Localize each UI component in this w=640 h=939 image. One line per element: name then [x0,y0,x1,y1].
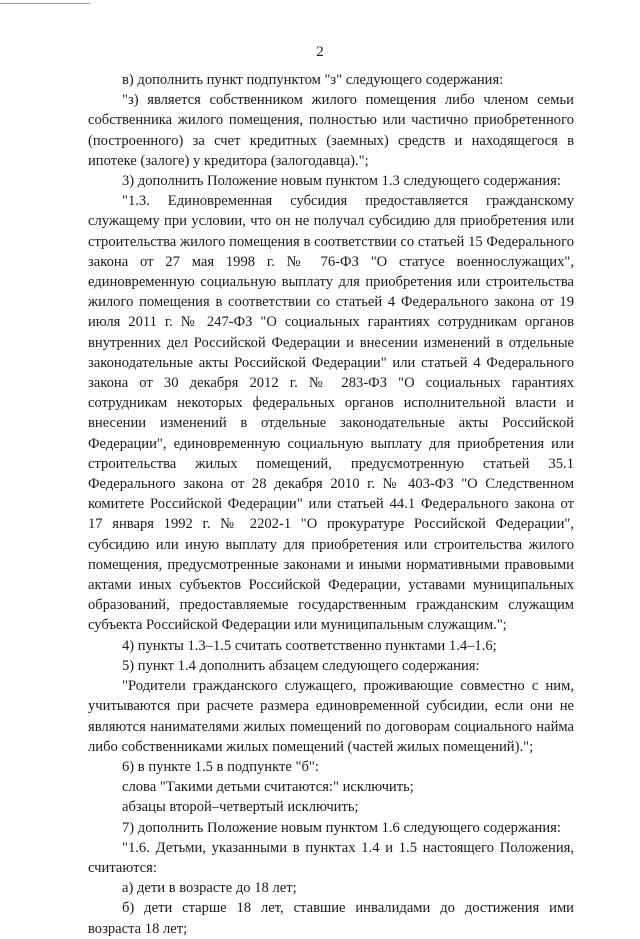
top-rule [0,3,90,4]
paragraph: "1.6. Детьми, указанными в пунктах 1.4 и 1.5 настоящего Положения, считаются: [88,839,574,876]
paragraph: "1.3. Единовременная субсидия предоставляется гражданскому служащему при условии, что он не получал субсидию для приобретения или строительства жилого помещения в соответствии со статьей 15 Федерального закона от 27 мая 1998 г. № 76-ФЗ "О статусе военнослужащих", единовременную социальную выплату для приобретения или строительства жилого помещения в соответствии со статьей 4 Федерального закона от 19 июля 2011 г. № 247-ФЗ "О социальных гарантиях сотрудникам органов внутренних дел Российской Федерации и внесении изменений в отдельные законодательные акты Российской Федерации" или статьей 4 Федерального закона от 30 декабря 2012 г. № 283-ФЗ "О социальных гарантиях сотрудникам некоторых федеральных органов исполнительной власти и внесении изменений в отдельные законодательные акты Российской Федерации", единовременную социальную выплату для приобретения или строительства жилых помещений, предусмотренную статьей 35.1 Федерального закона от 28 декабря 2010 г. № 403-ФЗ "О Следственном комитете Российской Федерации" или статьей 44.1 Федерального закона от 17 января 1992 г. № 2202-1 "О прокуратуре Российской Федерации", субсидию или иную выплату для приобретения или строительства жилого помещения, предусмотренные законами и иными нормативными правовыми актами иных субъектов Российской Федерации, уставами муниципальных образований, предоставляемые государственным гражданским служащим субъекта Российской Федерации или муниципальным служащим."; [88,193,574,634]
paragraph: 7) дополнить Положение новым пунктом 1.6 следующего содержания: [122,819,561,836]
paragraph: слова "Такими детьми считаются:" исключить; [122,779,414,796]
paragraph: 3) дополнить Положение новым пунктом 1.3 следующего содержания: [122,173,561,190]
paragraph: абзацы второй–четвертый исключить; [122,799,359,816]
paragraph: "з) является собственником жилого помещения либо членом семьи собственника жилого помещения, полностью или частично приобретенного (построенного) за счет кредитных (заемных) средств и находящегося в ипотеке (залоге) у кредитора (залогодавца)."; [88,92,574,169]
page-number: 2 [316,44,324,60]
paragraph: 5) пункт 1.4 дополнить абзацем следующего содержания: [122,657,480,674]
paragraph: 4) пункты 1.3–1.5 считать соответственно пунктами 1.4–1.6; [122,637,497,654]
document-body [88,70,574,939]
paragraph: в) дополнить пункт подпунктом "з" следующего содержания: [122,72,504,88]
paragraph: "Родители гражданского служащего, проживающие совместно с ним, учитываются при расчете размера единовременной субсидии, если они не являются нанимателями жилых помещений по договорам социального найма либо собственниками жилых помещений (частей жилых помещений)."; [88,678,574,755]
paragraph: б) дети старше 18 лет, ставшие инвалидами до достижения ими возраста 18 лет; [88,900,574,937]
paragraph: 6) в пункте 1.5 в подпункте "б": [122,758,319,775]
paragraph: а) дети в возрасте до 18 лет; [122,880,297,897]
